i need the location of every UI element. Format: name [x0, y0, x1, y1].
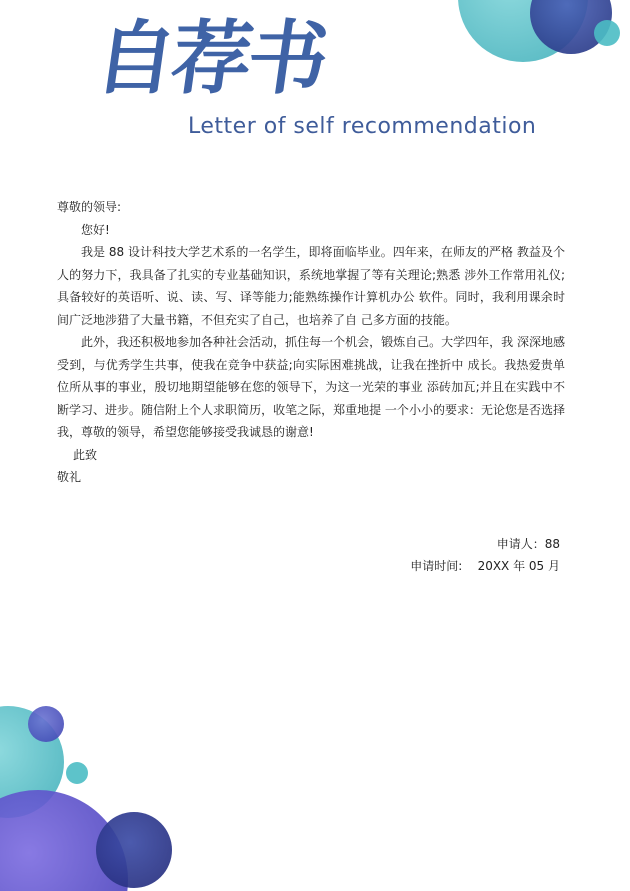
- closing-line-1: 此致: [73, 447, 98, 462]
- decor-circle-navy: [96, 812, 172, 888]
- closing-line-2: 敬礼: [57, 470, 82, 484]
- salutation: 尊敬的领导:: [57, 200, 122, 214]
- letter-body: [57, 196, 565, 489]
- greeting: 您好!: [81, 222, 110, 237]
- application-date: 申请时间: 20XX 年 05 月: [410, 559, 560, 573]
- decor-circle-blue-small: [28, 706, 64, 742]
- signature-block: [410, 533, 560, 577]
- decor-circle-teal-dot: [66, 762, 88, 784]
- paragraph-1: 我是 88 设计科技大学艺术系的一名学生，即将面临毕业。四年来，在师友的严格 教益及个人的努力下，我具备了扎实的专业基础知识，系统地掌握了等有关理论;熟悉 涉外工作常用礼仪;具备较好的英语听、说、读、写、译等能力;能熟练操作计算机办公 软件。同时，我利用课余时间广泛地涉猎了大量书籍，不但充实了自己，也培养了自 己多方面的技能。: [57, 245, 565, 327]
- applicant-name: 申请人：88: [496, 537, 560, 551]
- decor-circle-teal-small: [594, 20, 620, 46]
- title-english: Letter of self recommendation: [188, 114, 537, 139]
- paragraph-2: 此外，我还积极地参加各种社会活动，抓住每一个机会，锻炼自己。大学四年，我 深深地感受到，与优秀学生共事，使我在竞争中获益;向实际困难挑战，让我在挫折中 成长。我热爱贵单位所从事的事业，殷切地期望能够在您的领导下，为这一光荣的事业 添砖加瓦;并且在实践中不断学习、进步。随信附上个人求职简历，收笔之际，郑重地提 一个小小的要求：无论您是否选择我，尊敬的领导，希望您能够接受我诚恳的谢意!: [57, 335, 565, 439]
- title-chinese: 自荐书: [89, 11, 331, 105]
